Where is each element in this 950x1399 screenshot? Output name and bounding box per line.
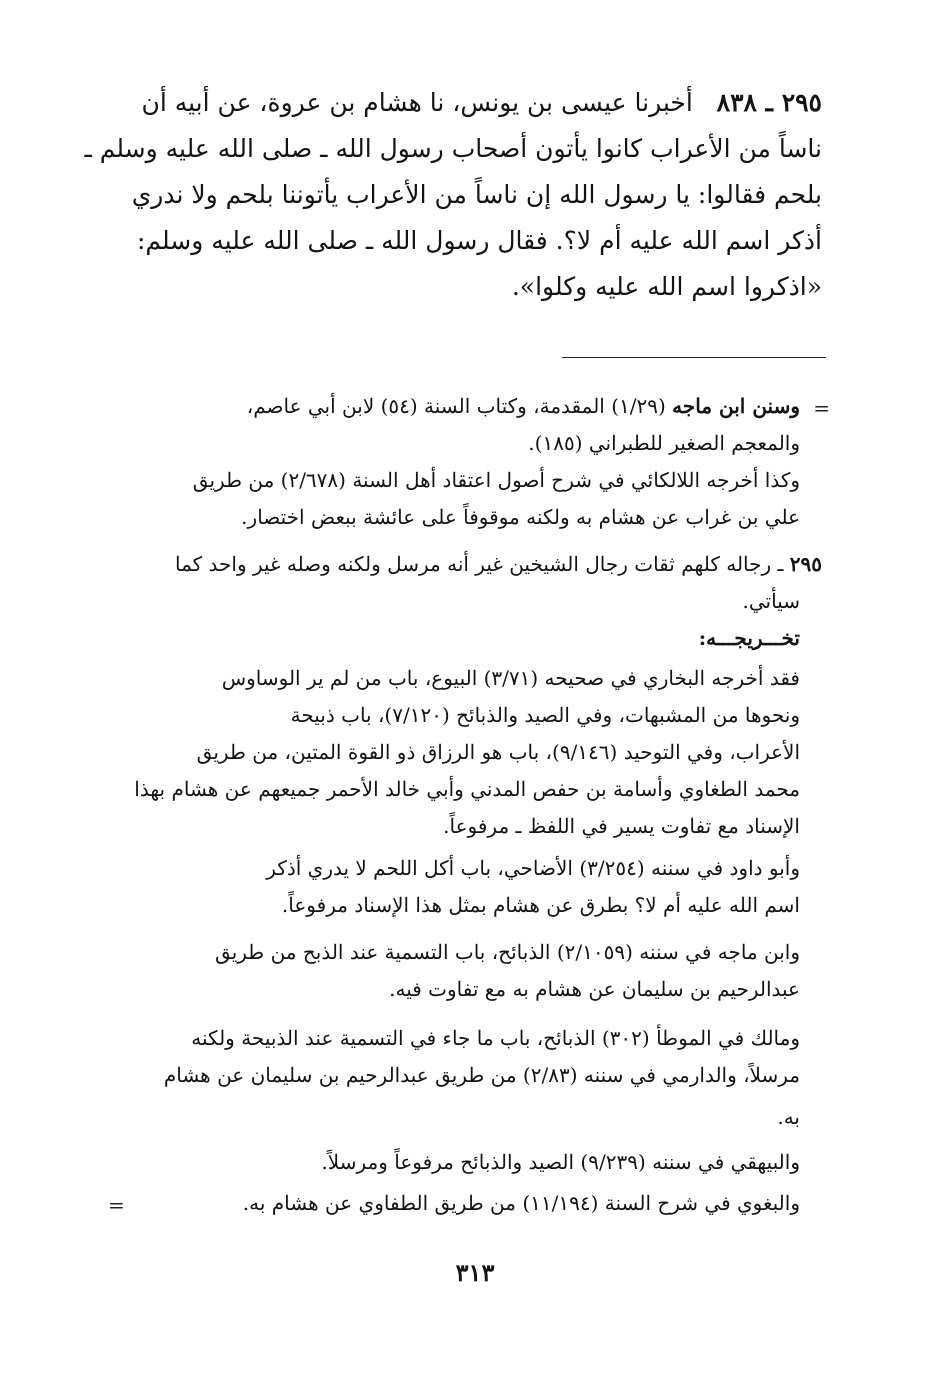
footnote-line: وأبو داود في سننه (٣/٢٥٤) الأضاحي، باب أكل اللحم لا يدري أذكر [266,856,800,880]
hadith-number: ٢٩٥ ـ ٨٣٨ [716,88,822,117]
footnote-line: وابن ماجه في سننه (٢/١٠٥٩) الذبائح، باب التسمية عند الذبح من طريق [215,940,800,964]
footnote-line: به. [777,1105,800,1129]
footnote-line: مرسلاً، والدارمي في سننه (٢/٨٣) من طريق عبدالرحيم بن سليمان عن هشام [163,1063,800,1087]
footnote-line: الأعراب، وفي التوحيد (٩/١٤٦)، باب هو الرزاق ذو القوة المتين، من طريق [196,740,800,764]
footnote-line: والمعجم الصغير للطبراني (١٨٥). [528,431,800,455]
footnote-line: والبغوي في شرح السنة (١١/١٩٤) من طريق الطفاوي عن هشام به. [242,1191,800,1215]
footnote-line: والبيهقي في سننه (٩/٢٣٩) الصيد والذبائح مرفوعاً ومرسلاً. [321,1150,800,1174]
footnote-line: سيأتي. [742,589,800,613]
footnote-line: عبدالرحيم بن سليمان عن هشام به مع تفاوت فيه. [389,977,800,1001]
page-number: ٣١٣ [455,1258,495,1287]
footnote-line: فقد أخرجه البخاري في صحيحه (٣/٧١) البيوع، باب من لم ير الوساوس [221,666,800,690]
footnote-line: محمد الطغاوي وأسامة بن حفص المدني وأبي خالد الأحمر جميعهم عن هشام بهذا [134,777,800,801]
footnote-line: ونحوها من المشبهات، وفي الصيد والذبائح (٧/١٢٠)، باب ذبيحة [290,703,800,727]
footnote-number: ٢٩٥ [789,552,822,576]
footnote-line: ومالك في الموطأ (٣٠٢) الذبائح، باب ما جاء في التسمية عند الذبيحة ولكنه [191,1026,800,1050]
footnote-line: اسم الله عليه أم لا؟ بطرق عن هشام بمثل هذا الإسناد مرفوعاً. [281,893,800,917]
footnote-line: وسنن ابن ماجه (١/٢٩) المقدمة، وكتاب السنة (٥٤) لابن أبي عاصم، [246,394,800,418]
hadith-line: «اذكروا اسم الله عليه وكلوا». [511,272,822,301]
continuation-mark: = [813,396,830,420]
end-continuation-mark: = [108,1193,125,1217]
hadith-line: ٢٩٥ ـ ٨٣٨ أخبرنا عيسى بن يونس، نا هشام بن عروة، عن أبيه أن [141,88,822,117]
footnote-separator [562,357,826,358]
hadith-line: ناساً من الأعراب كانوا يأتون أصحاب رسول الله ـ صلى الله عليه وسلم ـ [84,134,822,163]
hadith-line: بلحم فقالوا: يا رسول الله إن ناساً من الأعراب يأتوننا بلحم ولا ندري [131,180,822,209]
footnote-line: الإسناد مع تفاوت يسير في اللفظ ـ مرفوعاً. [443,814,800,838]
takhrij-heading: تخـــريجـــه: [698,626,800,650]
footnote-line: علي بن غراب عن هشام به ولكنه موقوفاً على عائشة ببعض اختصار. [241,505,800,529]
footnote-line: وكذا أخرجه اللالكائي في شرح أصول اعتقاد أهل السنة (٢/٦٧٨) من طريق [192,468,800,492]
hadith-line: أذكر اسم الله عليه أم لا؟. فقال رسول الله ـ صلى الله عليه وسلم: [136,226,822,255]
footnote-line: ٢٩٥ ـ رجاله كلهم ثقات رجال الشيخين غير أنه مرسل ولكنه وصله غير واحد كما [174,552,822,576]
